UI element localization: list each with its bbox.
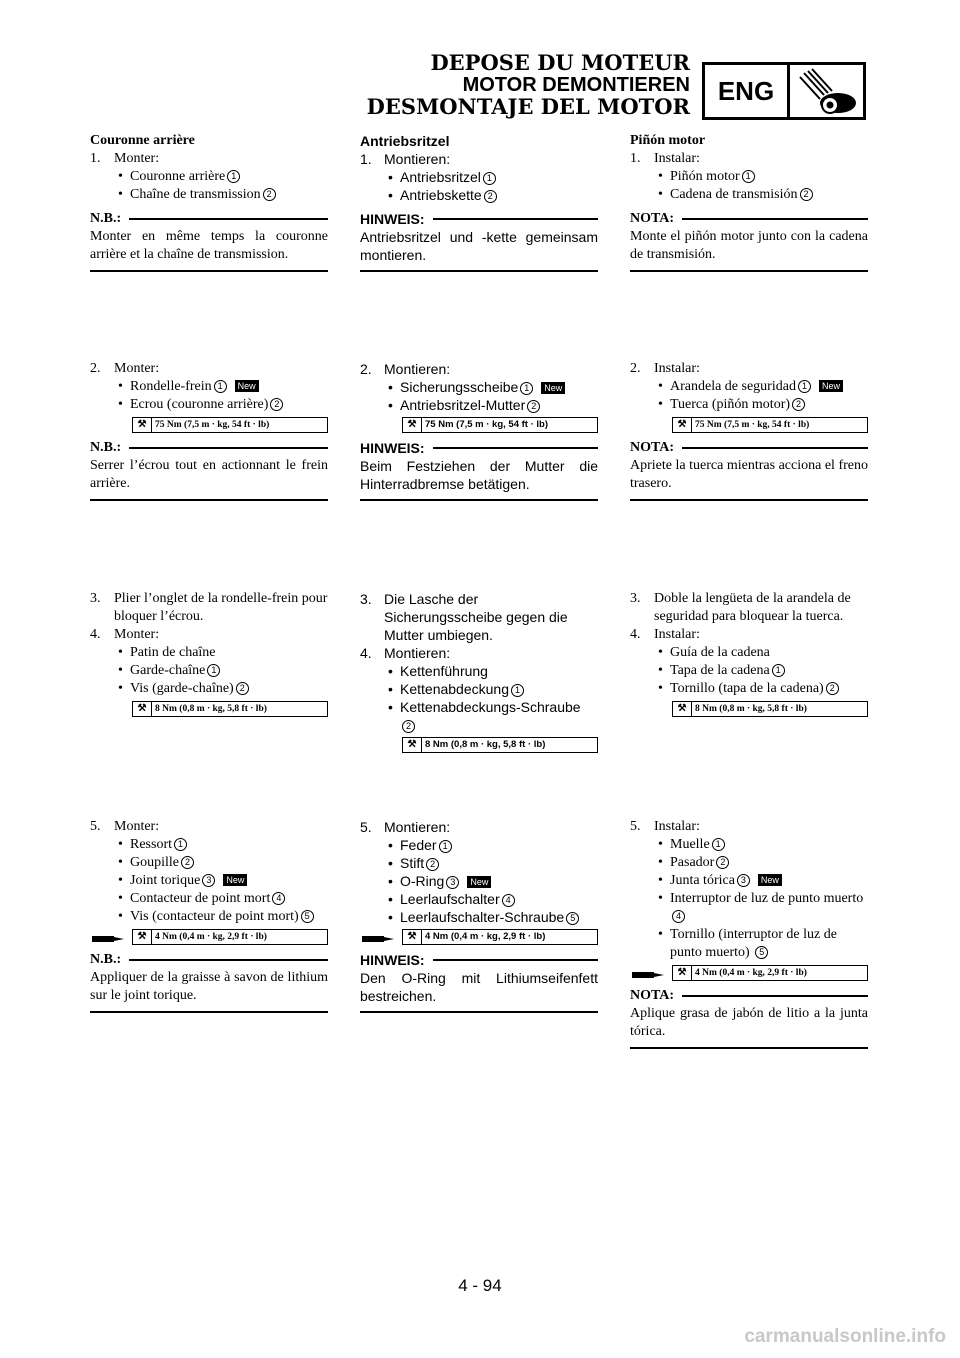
list-item: • Kettenabdeckungs-Schraube 2 <box>388 699 581 731</box>
wrench-icon: ⚒ <box>133 702 152 716</box>
section-code: ENG <box>705 65 790 117</box>
new-badge: New <box>819 380 843 392</box>
step-2: 2. Montieren: <box>360 361 451 377</box>
step-4: 4. Monter: <box>90 627 160 642</box>
list-item: • Sicherungsscheibe 1 New <box>360 378 598 396</box>
list-item: • Antriebskette 2 <box>360 186 598 204</box>
note-text: Serrer l’écrou tout en actionnant le frein arrière. <box>90 458 328 491</box>
section-title: Antriebsritzel <box>360 133 450 149</box>
list-item: • Rondelle-frein 1 New <box>90 378 328 396</box>
wrench-icon: ⚒ <box>673 702 692 716</box>
note-label: HINWEIS: <box>360 952 425 968</box>
note-box <box>360 439 598 501</box>
note-label: NOTA: <box>630 988 675 1003</box>
torque-spec: ⚒ 75 Nm (7,5 m · kg, 54 ft · lb) <box>132 417 328 433</box>
new-badge: New <box>223 874 247 886</box>
note-box <box>630 987 868 1049</box>
section-rear-sprocket-de <box>360 132 598 272</box>
list-item: • Tuerca (piñón motor) 2 <box>630 396 868 414</box>
section-step5-de <box>360 818 598 1013</box>
section-title: Piñón motor <box>630 133 706 148</box>
list-item: • Leerlaufschalter-Schraube 5 <box>360 908 598 926</box>
step-1: 1. Monter: <box>90 151 160 166</box>
grease-gun-icon <box>90 932 128 946</box>
torque-spec: ⚒ 4 Nm (0,4 m · kg, 2,9 ft · lb) <box>132 929 328 945</box>
wrench-icon: ⚒ <box>403 418 422 432</box>
list-item: • Tapa de la cadena 1 <box>630 662 868 680</box>
list-item: • Chaîne de transmission 2 <box>90 186 328 204</box>
note-label: N.B.: <box>90 440 122 455</box>
section-rear-sprocket-fr <box>90 132 328 272</box>
wrench-icon: ⚒ <box>673 966 692 980</box>
step-4: 4. Instalar: <box>630 627 700 642</box>
title-fr: DEPOSE DU MOTEUR <box>430 50 690 75</box>
note-label: N.B.: <box>90 952 122 967</box>
wrench-icon: ⚒ <box>403 738 422 752</box>
list-item: • Joint torique 3 New <box>90 872 328 890</box>
list-item: • Piñón motor 1 <box>630 168 868 186</box>
list-item: • Antriebsritzel-Mutter 2 <box>360 396 598 414</box>
list-item: • Ressort 1 <box>90 836 328 854</box>
section-tab <box>702 62 866 120</box>
section-title: Couronne arrière <box>90 133 195 148</box>
grease-gun-icon <box>360 932 398 946</box>
note-text: Den O-Ring mit Lithiumseifenfett bestreichen. <box>360 970 598 1004</box>
step-2: 2. Instalar: <box>630 361 700 376</box>
wrench-icon: ⚒ <box>403 930 422 944</box>
note-text: Appliquer de la graisse à savon de lithium sur le joint torique. <box>90 970 328 1003</box>
note-label: NOTA: <box>630 211 675 226</box>
torque-spec: ⚒ 8 Nm (0,8 m · kg, 5,8 ft · lb) <box>132 701 328 717</box>
step-2: 2. Monter: <box>90 361 160 376</box>
title-de: MOTOR DEMONTIEREN <box>462 74 690 96</box>
section-step2-fr <box>90 360 328 501</box>
section-step5-es <box>630 818 868 1049</box>
list-item: • Feder 1 <box>360 836 598 854</box>
list-item: • Arandela de seguridad 1 New <box>630 378 868 396</box>
note-box <box>90 951 328 1013</box>
grease-gun-icon <box>630 968 668 982</box>
section-step3-4-fr <box>90 590 328 717</box>
list-item: • Stift 2 <box>360 854 598 872</box>
engine-icon <box>790 65 863 117</box>
list-item: • Ecrou (couronne arrière) 2 <box>90 396 328 414</box>
note-label: HINWEIS: <box>360 211 425 227</box>
list-item: • Contacteur de point mort 4 <box>90 890 328 908</box>
list-item: • Guía de la cadena <box>658 645 770 660</box>
new-badge: New <box>235 380 259 392</box>
torque-spec: ⚒ 4 Nm (0,4 m · kg, 2,9 ft · lb) <box>672 965 868 981</box>
list-item: • Kettenabdeckung 1 <box>360 680 598 698</box>
list-item: • Junta tórica 3 New <box>630 872 868 890</box>
new-badge: New <box>467 876 491 888</box>
section-step2-es <box>630 360 868 501</box>
list-item: • Vis (garde-chaîne) 2 <box>90 680 328 698</box>
section-step2-de <box>360 360 598 501</box>
step-5: 5. Instalar: <box>630 819 700 834</box>
note-box <box>630 439 868 501</box>
note-box <box>360 210 598 272</box>
note-text: Apriete la tuerca mientras acciona el freno trasero. <box>630 458 868 491</box>
note-text: Monte el piñón motor junto con la cadena de transmisión. <box>630 229 868 262</box>
note-text: Beim Festziehen der Mutter die Hinterradbremse betätigen. <box>360 458 598 492</box>
list-item: • Tornillo (tapa de la cadena) 2 <box>630 680 868 698</box>
list-item: • Cadena de transmisión 2 <box>630 186 868 204</box>
step-4: 4. Montieren: <box>360 645 451 661</box>
torque-spec: ⚒ 4 Nm (0,4 m · kg, 2,9 ft · lb) <box>402 929 598 945</box>
note-box <box>630 210 868 272</box>
note-text: Monter en même temps la couronne arrière et la chaîne de transmission. <box>90 229 328 262</box>
torque-spec: ⚒ 8 Nm (0,8 m · kg, 5,8 ft · lb) <box>402 737 598 753</box>
step-5: 5. Monter: <box>90 819 160 834</box>
list-item: • O-Ring 3 New <box>360 872 598 890</box>
step-1: 1. Instalar: <box>630 151 700 166</box>
step-3: 3. Plier l’onglet de la rondelle-frein pour bloquer l’écrou. <box>90 591 328 624</box>
step-5: 5. Montieren: <box>360 819 451 835</box>
title-es: DESMONTAJE DEL MOTOR <box>366 94 690 119</box>
wrench-icon: ⚒ <box>133 930 152 944</box>
wrench-icon: ⚒ <box>673 418 692 432</box>
note-text: Aplique grasa de jabón de litio a la junta tórica. <box>630 1006 868 1039</box>
list-item: • Muelle 1 <box>630 836 868 854</box>
torque-spec: ⚒ 8 Nm (0,8 m · kg, 5,8 ft · lb) <box>672 701 868 717</box>
note-box <box>90 210 328 272</box>
list-item: • Pasador 2 <box>630 854 868 872</box>
list-item: • Garde-chaîne 1 <box>90 662 328 680</box>
step-1: 1. Montieren: <box>360 151 451 167</box>
section-step5-fr <box>90 818 328 1013</box>
section-step3-4-de <box>360 590 598 753</box>
torque-spec: ⚒ 75 Nm (7,5 m · kg, 54 ft · lb) <box>402 417 598 433</box>
wrench-icon: ⚒ <box>133 418 152 432</box>
list-item: • Patin de chaîne <box>118 645 216 660</box>
note-text: Antriebsritzel und -kette gemeinsam montieren. <box>360 229 598 263</box>
watermark: carmanualsonline.info <box>744 1326 946 1347</box>
list-item: • Goupille 2 <box>90 854 328 872</box>
list-item: • Kettenführung <box>388 663 488 679</box>
page-number: 4 - 94 <box>458 1276 502 1295</box>
list-item: • Interruptor de luz de punto muerto 4 <box>658 891 864 921</box>
note-box <box>360 951 598 1013</box>
step-3: 3. Die Lasche der Sicherungsscheibe gegen die Mutter umbiegen. <box>360 591 568 643</box>
step-3: 3. Doble la lengüeta de la arandela de seguridad para bloquear la tuerca. <box>630 591 851 624</box>
note-label: N.B.: <box>90 211 122 226</box>
list-item: • Vis (contacteur de point mort) 5 <box>90 908 328 926</box>
note-label: NOTA: <box>630 440 675 455</box>
list-item: • Tornillo (interruptor de luz de punto muerto) 5 <box>658 927 837 960</box>
new-badge: New <box>541 382 565 394</box>
list-item: • Leerlaufschalter 4 <box>360 890 598 908</box>
section-rear-sprocket-es <box>630 132 868 272</box>
page-header <box>367 52 690 118</box>
new-badge: New <box>758 874 782 886</box>
list-item: • Antriebsritzel 1 <box>360 168 598 186</box>
note-label: HINWEIS: <box>360 440 425 456</box>
section-step3-4-es <box>630 590 868 717</box>
note-box <box>90 439 328 501</box>
torque-spec: ⚒ 75 Nm (7,5 m · kg, 54 ft · lb) <box>672 417 868 433</box>
list-item: • Couronne arrière 1 <box>90 168 328 186</box>
